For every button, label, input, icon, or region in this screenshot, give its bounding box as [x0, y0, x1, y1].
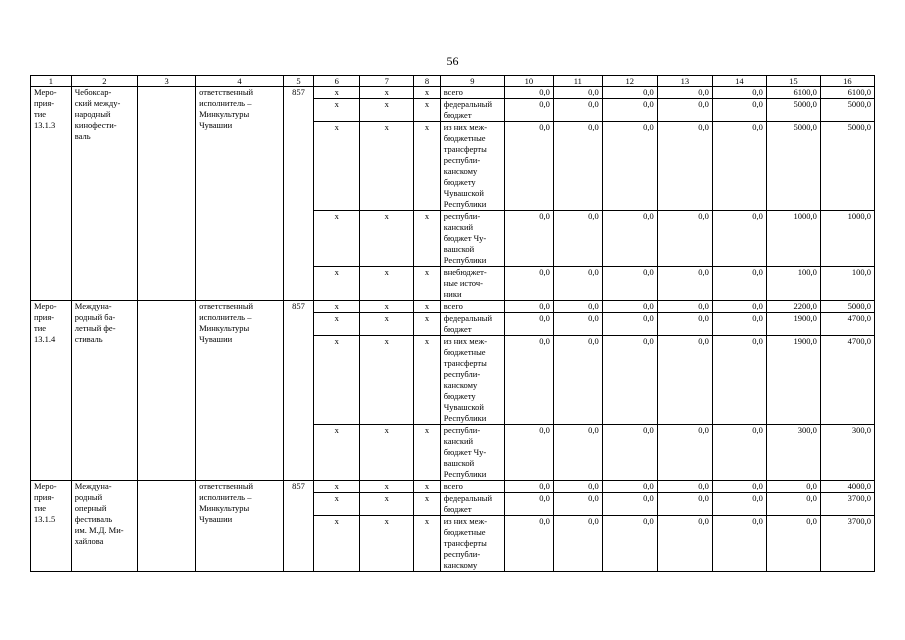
- amount-cell: 0,0: [504, 99, 553, 122]
- column-header: 15: [766, 76, 820, 87]
- amount-cell: 1000,0: [820, 211, 874, 267]
- x-cell: x: [414, 493, 441, 516]
- x-cell: x: [414, 313, 441, 336]
- column-header: 11: [553, 76, 602, 87]
- amount-cell: 0,0: [553, 267, 602, 301]
- amount-cell: 0,0: [712, 493, 766, 516]
- amount-cell: 0,0: [657, 425, 712, 481]
- amount-cell: 0,0: [657, 267, 712, 301]
- amount-cell: 0,0: [504, 122, 553, 211]
- x-cell: x: [414, 336, 441, 425]
- amount-cell: 0,0: [602, 267, 657, 301]
- x-cell: x: [360, 122, 414, 211]
- x-cell: x: [314, 87, 360, 99]
- amount-cell: 0,0: [602, 425, 657, 481]
- amount-cell: 0,0: [602, 481, 657, 493]
- amount-cell: 0,0: [553, 122, 602, 211]
- amount-cell: 0,0: [766, 493, 820, 516]
- x-cell: x: [414, 122, 441, 211]
- column-header: 4: [196, 76, 284, 87]
- code-cell: 857: [283, 87, 314, 301]
- amount-cell: 0,0: [657, 99, 712, 122]
- budget-table: [30, 75, 875, 572]
- column-number-row: [31, 76, 875, 87]
- amount-cell: 0,0: [712, 99, 766, 122]
- x-cell: x: [360, 267, 414, 301]
- amount-cell: 0,0: [712, 267, 766, 301]
- amount-cell: 0,0: [504, 481, 553, 493]
- x-cell: x: [360, 493, 414, 516]
- x-cell: x: [360, 99, 414, 122]
- table-row: [31, 87, 875, 99]
- x-cell: x: [314, 301, 360, 313]
- amount-cell: 3700,0: [820, 516, 874, 572]
- x-cell: x: [314, 122, 360, 211]
- amount-cell: 4000,0: [820, 481, 874, 493]
- amount-cell: 1000,0: [766, 211, 820, 267]
- amount-cell: 0,0: [504, 425, 553, 481]
- x-cell: x: [360, 516, 414, 572]
- column-header: 3: [138, 76, 196, 87]
- amount-cell: 5000,0: [820, 301, 874, 313]
- x-cell: x: [360, 211, 414, 267]
- x-cell: x: [360, 425, 414, 481]
- page-number: 56: [446, 54, 459, 68]
- measure-cell: Меро- прия- тие 13.1.5: [31, 481, 72, 572]
- x-cell: x: [314, 336, 360, 425]
- code-cell: 857: [283, 481, 314, 572]
- column-header: 7: [360, 76, 414, 87]
- column-header: 10: [504, 76, 553, 87]
- amount-cell: 6100,0: [766, 87, 820, 99]
- amount-cell: 0,0: [657, 336, 712, 425]
- funding-source-cell: внебюджет- ные источ- ники: [440, 267, 504, 301]
- executor-cell: ответственный исполнитель – Минкультуры Чувашии: [196, 87, 284, 301]
- amount-cell: 0,0: [602, 336, 657, 425]
- x-cell: x: [414, 267, 441, 301]
- amount-cell: 3700,0: [820, 493, 874, 516]
- x-cell: x: [314, 211, 360, 267]
- amount-cell: 0,0: [504, 516, 553, 572]
- amount-cell: 0,0: [657, 87, 712, 99]
- amount-cell: 0,0: [712, 87, 766, 99]
- column-header: 16: [820, 76, 874, 87]
- amount-cell: 0,0: [712, 301, 766, 313]
- amount-cell: 0,0: [766, 481, 820, 493]
- x-cell: x: [360, 313, 414, 336]
- amount-cell: 0,0: [553, 336, 602, 425]
- funding-source-cell: из них меж- бюджетные трансферты республи- канскому: [440, 516, 504, 572]
- column-header: 9: [440, 76, 504, 87]
- amount-cell: 0,0: [504, 301, 553, 313]
- amount-cell: 0,0: [602, 122, 657, 211]
- amount-cell: 0,0: [553, 313, 602, 336]
- event-name-cell: Междуна- родный оперный фестиваль им. М.Д. Ми- хайлова: [71, 481, 137, 572]
- amount-cell: 0,0: [602, 211, 657, 267]
- amount-cell: 0,0: [657, 481, 712, 493]
- x-cell: x: [414, 516, 441, 572]
- measure-cell: Меро- прия- тие 13.1.3: [31, 87, 72, 301]
- amount-cell: 0,0: [553, 493, 602, 516]
- executor-cell: ответственный исполнитель – Минкультуры Чувашии: [196, 481, 284, 572]
- amount-cell: 4700,0: [820, 313, 874, 336]
- amount-cell: 0,0: [504, 313, 553, 336]
- x-cell: x: [314, 99, 360, 122]
- funding-source-cell: из них меж- бюджетные трансферты республи- канскому бюджету Чувашской Республики: [440, 336, 504, 425]
- x-cell: x: [314, 313, 360, 336]
- amount-cell: 5000,0: [820, 122, 874, 211]
- amount-cell: 0,0: [602, 301, 657, 313]
- measure-cell: Меро- прия- тие 13.1.4: [31, 301, 72, 481]
- amount-cell: 0,0: [504, 493, 553, 516]
- amount-cell: 0,0: [602, 87, 657, 99]
- amount-cell: 4700,0: [820, 336, 874, 425]
- amount-cell: 2200,0: [766, 301, 820, 313]
- amount-cell: 1900,0: [766, 313, 820, 336]
- empty-cell: [138, 481, 196, 572]
- x-cell: x: [414, 425, 441, 481]
- amount-cell: 0,0: [553, 87, 602, 99]
- x-cell: x: [314, 425, 360, 481]
- column-header: 8: [414, 76, 441, 87]
- funding-source-cell: из них меж- бюджетные трансферты республи- канскому бюджету Чувашской Республики: [440, 122, 504, 211]
- x-cell: x: [314, 493, 360, 516]
- column-header: 6: [314, 76, 360, 87]
- x-cell: x: [414, 211, 441, 267]
- column-header: 13: [657, 76, 712, 87]
- funding-source-cell: республи- канский бюджет Чу- вашской Республики: [440, 425, 504, 481]
- amount-cell: 0,0: [712, 481, 766, 493]
- column-header: 12: [602, 76, 657, 87]
- amount-cell: 0,0: [504, 267, 553, 301]
- code-cell: 857: [283, 301, 314, 481]
- amount-cell: 0,0: [504, 336, 553, 425]
- amount-cell: 0,0: [602, 99, 657, 122]
- x-cell: x: [360, 481, 414, 493]
- amount-cell: 0,0: [712, 313, 766, 336]
- table-row: [31, 481, 875, 493]
- x-cell: x: [414, 301, 441, 313]
- amount-cell: 0,0: [553, 211, 602, 267]
- amount-cell: 0,0: [712, 122, 766, 211]
- event-name-cell: Междуна- родный ба- летный фе- стиваль: [71, 301, 137, 481]
- funding-source-cell: всего: [440, 481, 504, 493]
- x-cell: x: [314, 516, 360, 572]
- amount-cell: 0,0: [657, 122, 712, 211]
- x-cell: x: [414, 481, 441, 493]
- table-row: [31, 301, 875, 313]
- amount-cell: 0,0: [553, 516, 602, 572]
- amount-cell: 300,0: [766, 425, 820, 481]
- empty-cell: [138, 301, 196, 481]
- amount-cell: 5000,0: [820, 99, 874, 122]
- amount-cell: 6100,0: [820, 87, 874, 99]
- amount-cell: 1900,0: [766, 336, 820, 425]
- amount-cell: 300,0: [820, 425, 874, 481]
- x-cell: x: [314, 267, 360, 301]
- amount-cell: 0,0: [712, 211, 766, 267]
- amount-cell: 0,0: [504, 87, 553, 99]
- amount-cell: 0,0: [602, 493, 657, 516]
- amount-cell: 0,0: [657, 301, 712, 313]
- amount-cell: 0,0: [657, 493, 712, 516]
- x-cell: x: [360, 87, 414, 99]
- amount-cell: 100,0: [820, 267, 874, 301]
- empty-cell: [138, 87, 196, 301]
- amount-cell: 0,0: [602, 516, 657, 572]
- funding-source-cell: федеральный бюджет: [440, 313, 504, 336]
- column-header: 5: [283, 76, 314, 87]
- funding-source-cell: республи- канский бюджет Чу- вашской Республики: [440, 211, 504, 267]
- funding-source-cell: федеральный бюджет: [440, 493, 504, 516]
- amount-cell: 100,0: [766, 267, 820, 301]
- amount-cell: 5000,0: [766, 122, 820, 211]
- amount-cell: 0,0: [553, 301, 602, 313]
- amount-cell: 0,0: [504, 211, 553, 267]
- amount-cell: 0,0: [766, 516, 820, 572]
- column-header: 14: [712, 76, 766, 87]
- amount-cell: 0,0: [712, 516, 766, 572]
- amount-cell: 0,0: [553, 425, 602, 481]
- amount-cell: 0,0: [602, 313, 657, 336]
- funding-source-cell: всего: [440, 87, 504, 99]
- column-header: 1: [31, 76, 72, 87]
- x-cell: x: [414, 99, 441, 122]
- funding-source-cell: федеральный бюджет: [440, 99, 504, 122]
- executor-cell: ответственный исполнитель – Минкультуры Чувашии: [196, 301, 284, 481]
- amount-cell: 0,0: [657, 516, 712, 572]
- amount-cell: 0,0: [553, 481, 602, 493]
- amount-cell: 0,0: [712, 336, 766, 425]
- x-cell: x: [360, 301, 414, 313]
- amount-cell: 0,0: [657, 211, 712, 267]
- funding-source-cell: всего: [440, 301, 504, 313]
- amount-cell: 0,0: [657, 313, 712, 336]
- event-name-cell: Чебоксар- ский между- народный кинофести- валь: [71, 87, 137, 301]
- x-cell: x: [414, 87, 441, 99]
- x-cell: x: [314, 481, 360, 493]
- amount-cell: 0,0: [712, 425, 766, 481]
- column-header: 2: [71, 76, 137, 87]
- x-cell: x: [360, 336, 414, 425]
- amount-cell: 5000,0: [766, 99, 820, 122]
- amount-cell: 0,0: [553, 99, 602, 122]
